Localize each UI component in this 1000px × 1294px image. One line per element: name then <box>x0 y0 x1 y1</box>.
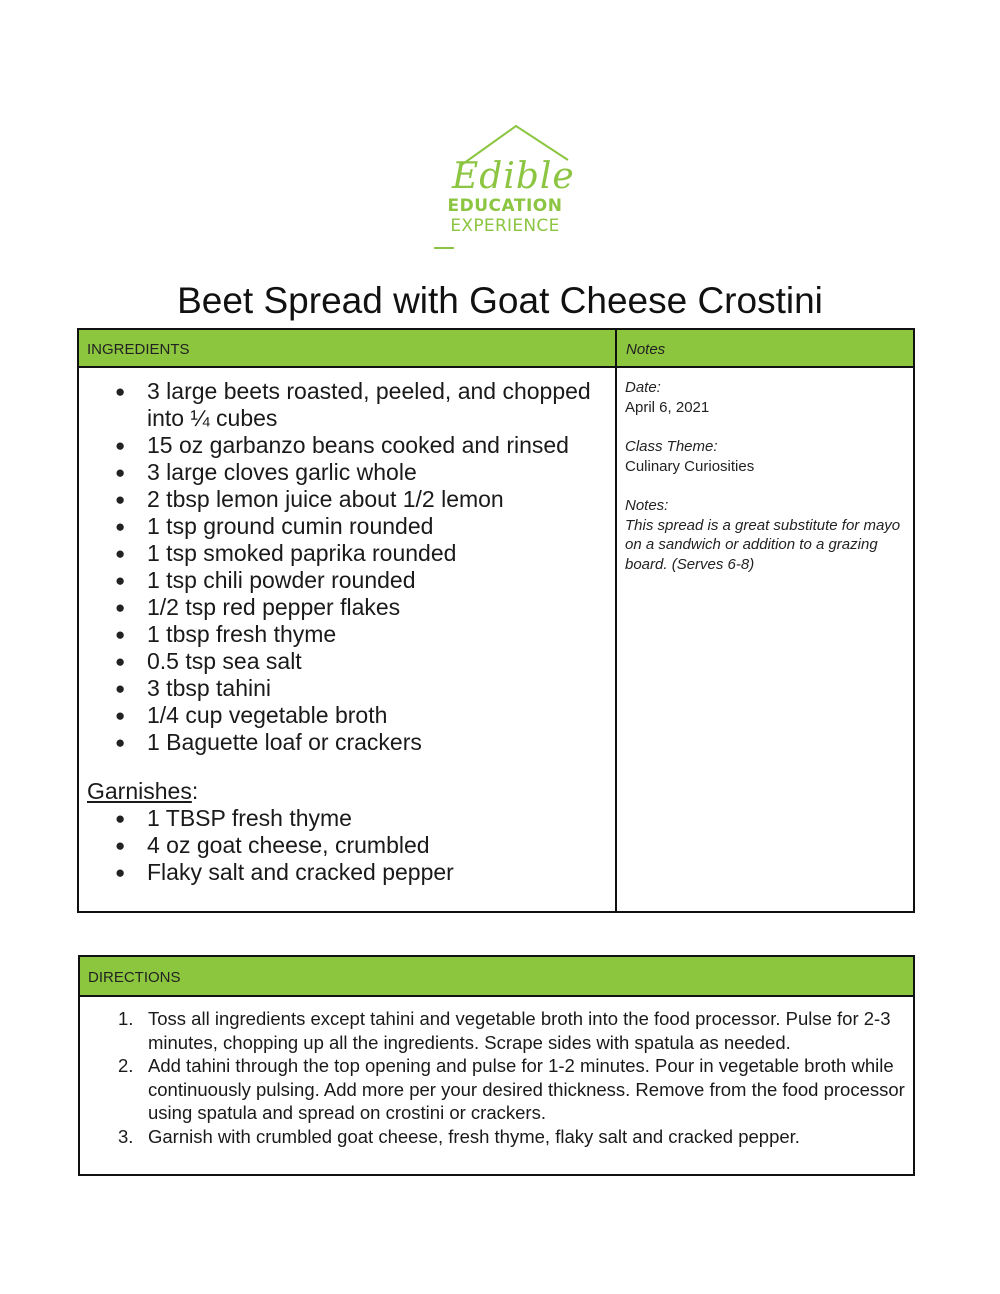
ingredients-table-header <box>79 330 913 368</box>
notes-column <box>625 378 905 574</box>
notes-header-label: Notes <box>626 341 666 358</box>
column-divider <box>615 330 617 911</box>
ingredient-item: ● 2 tbsp lemon juice about 1/2 lemon <box>109 486 609 513</box>
edible-education-logo <box>430 122 575 254</box>
garnish-item: ● 1 TBSP fresh thyme <box>109 805 609 832</box>
step-number: 1. <box>118 1008 134 1029</box>
directions-table-header <box>80 957 913 997</box>
directions-header-label: DIRECTIONS <box>88 969 181 986</box>
directions-table <box>78 955 915 1176</box>
ingredients-list <box>109 378 609 756</box>
step-text: Garnish with crumbled goat cheese, fresh thyme, flaky salt and cracked pepper. <box>148 1125 800 1147</box>
notes-label: Notes: <box>625 497 669 514</box>
direction-step <box>110 1125 910 1149</box>
ingredient-item: ● 1 Baguette loaf or crackers <box>109 729 609 756</box>
recipe-title: Beet Spread with Goat Cheese Crostini <box>177 280 823 321</box>
ingredient-item: ● 0.5 tsp sea salt <box>109 648 609 675</box>
ingredient-item: ● 3 large beets roasted, peeled, and chopped into ¼ cubes <box>109 378 609 432</box>
class-theme-label: Class Theme: <box>625 438 718 455</box>
ingredient-item: ● 1/4 cup vegetable broth <box>109 702 609 729</box>
garnishes-colon: : <box>191 778 199 804</box>
date-label: Date: <box>625 379 661 396</box>
directions-list <box>110 1007 910 1148</box>
ingredient-item: ● 1 tsp smoked paprika rounded <box>109 540 609 567</box>
garnishes-label: Garnishes <box>87 778 192 804</box>
ingredients-header-label: INGREDIENTS <box>87 341 190 358</box>
garnishes-heading <box>87 778 198 805</box>
logo-script-text: Edible <box>452 156 575 197</box>
step-text: Toss all ingredients except tahini and vegetable broth into the food processor. Pulse for 2-3 minutes, chopping up all the ingredients. Scrape sides with spatula as needed. <box>148 1008 891 1053</box>
garnish-item: ● Flaky salt and cracked pepper <box>109 859 609 886</box>
garnish-item: ● 4 oz goat cheese, crumbled <box>109 832 609 859</box>
notes-text: This spread is a great substitute for mayo on a sandwich or addition to a grazing board. (Serves 6-8) <box>625 516 901 573</box>
ingredient-item: ● 3 tbsp tahini <box>109 675 609 702</box>
ingredients-notes-table <box>77 328 915 913</box>
logo-line-education: EDUCATION <box>447 196 563 216</box>
class-theme-value: Culinary Curiosities <box>625 457 755 475</box>
step-text: Add tahini through the top opening and pulse for 1-2 minutes. Pour in vegetable broth while continuously pulsing. Add more per your desired thickness. Remove from the food processor using spatula and spread on crostini or crackers. <box>148 1055 905 1123</box>
date-value: April 6, 2021 <box>625 398 710 416</box>
step-number: 3. <box>118 1125 134 1147</box>
ingredient-item: ● 1 tbsp fresh thyme <box>109 621 609 648</box>
logo-line-experience: EXPERIENCE <box>450 216 560 236</box>
ingredient-item: ● 1/2 tsp red pepper flakes <box>109 594 609 621</box>
direction-step <box>110 1007 910 1054</box>
direction-step <box>110 1054 910 1125</box>
ingredient-item: ● 1 tsp ground cumin rounded <box>109 513 609 540</box>
step-number: 2. <box>118 1055 134 1076</box>
ingredient-item: ● 15 oz garbanzo beans cooked and rinsed <box>109 432 609 459</box>
ingredient-item: ● 1 tsp chili powder rounded <box>109 567 609 594</box>
ingredient-item: ● 3 large cloves garlic whole <box>109 459 609 486</box>
garnishes-list <box>109 805 609 886</box>
